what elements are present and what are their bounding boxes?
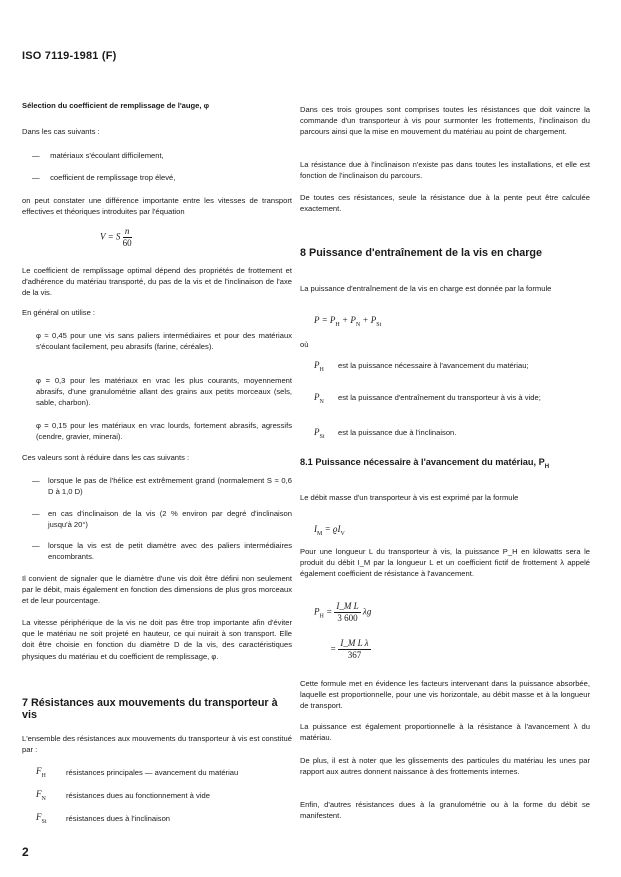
paragraph-general: En général on utilise :: [22, 308, 96, 317]
list-item: [22, 172, 292, 183]
paragraph-groupes: Dans ces trois groupes sont comprises toutes les résistances que doit vaincre la commande d'un transporteur à vis pour surmonter les frottements, l'inclinaison du parcours ainsi que la mise en mouvement du matériau au point de chargement.: [300, 105, 590, 137]
definition-pst-text: est la puissance due à l'inclinaison.: [338, 428, 457, 437]
equation-velocity: [100, 226, 132, 249]
equation-lhs: V = S: [100, 231, 121, 242]
list-item-text: matériaux s'écoulant difficilement,: [50, 151, 164, 160]
paragraph-ou: où: [300, 340, 309, 349]
paragraph-signaler: Il convient de signaler que le diamètre d'une vis doit être défini non seulement par le débit, mais également en fonction des dimensions de plus gros morceaux et de leur pourcentage.: [22, 574, 292, 606]
equation-fraction: $\frac{\text{I\_M L λ}}{367}$: [340, 638, 369, 660]
equation-ph-2: = $\frac{\text{I\_M L λ}}{367}$: [330, 638, 369, 660]
paragraph-puissance: La puissance d'entraînement de la vis en charge est donnée par la formule: [300, 284, 552, 293]
definition-pn-text: est la puissance d'entraînement du transporteur à vis à vide;: [338, 393, 541, 402]
list-item-text: lorsque la vis est de petit diamètre avec des paliers intermédiaires encombrants.: [48, 541, 292, 562]
symbol-ph: $P_H$: [314, 360, 324, 373]
list-item: [22, 150, 292, 161]
definition-ph-text: est la puissance nécessaire à l'avancement du matériau;: [338, 361, 529, 370]
resistance-fh-text: résistances principales — avancement du matériau: [66, 768, 239, 777]
list-dash: —: [32, 541, 40, 550]
paragraph-reduire: Ces valeurs sont à réduire dans les cas suivants :: [22, 453, 190, 462]
symbol-fh: $F_H$: [36, 766, 46, 779]
phi-value-2: φ = 0,3 pour les matériaux en vrac les plus courants, moyennement abrasifs, d'une granulométrie allant des grains aux petits morceaux (sels, sable, charbon).: [36, 376, 292, 408]
section-heading-7: 7 Résistances aux mouvements du transporteur à vis: [22, 697, 278, 721]
phi-value-3: φ = 0,15 pour les matériaux en vrac lourds, fortement abrasifs, agressifs (cendre, gravier, minerai).: [36, 421, 292, 442]
list-dash: —: [32, 151, 40, 160]
page-header: ISO 7119-1981 (F): [22, 50, 117, 62]
resistance-fst-text: résistances dues à l'inclinaison: [66, 814, 171, 823]
list-dash: —: [32, 173, 40, 182]
equation-denominator: 60: [122, 238, 132, 248]
resistance-fn-text: résistances dues au fonctionnement à vide: [66, 791, 210, 800]
equation-total-power: $P = P_H + P_N + P_{St}$: [314, 315, 382, 328]
symbol-fst: $F_{St}$: [36, 812, 47, 825]
paragraph-coefficient: Le coefficient de remplissage optimal dépend des propriétés de frottement et d'adhérence du matériau transporté, du pas de la vis et de l'inclinaison de l'axe de la vis.: [22, 266, 292, 298]
section-heading-8: 8 Puissance d'entraînement de la vis en charge: [300, 247, 542, 259]
page-number: 2: [22, 845, 29, 859]
section-title-selection: Sélection du coefficient de remplissage de l'auge, φ: [22, 101, 210, 110]
symbol-fn: $F_N$: [36, 789, 46, 802]
paragraph-debit: Le débit masse d'un transporteur à vis est exprimé par la formule: [300, 493, 519, 502]
list-dash: —: [32, 476, 40, 485]
list-item-text: en cas d'inclinaison de la vis (2 % environ par degré d'inclinaison jusqu'à 20°): [48, 509, 292, 530]
paragraph-glissements: De plus, il est à noter que les glissements des particules du matériau les unes par rapport aux autres donnent naissance à des frottements internes.: [300, 756, 590, 777]
paragraph-cas: Dans les cas suivants :: [22, 127, 100, 136]
equation-numerator: n: [123, 226, 132, 238]
paragraph-toutes: De toutes ces résistances, seule la résistance due à la pente peut être calculée exactement.: [300, 193, 590, 214]
resistance-fst: [36, 812, 292, 828]
equation-mass-flow: $I_M = ϱI_V$: [314, 524, 345, 537]
list-item-text: lorsque le pas de l'hélice est extrêmement grand (normalement S ≈ 0,6 D à 1,0 D): [48, 476, 292, 497]
equation-fraction: $\frac{\text{I\_M L}}{3 600}$: [336, 601, 359, 623]
paragraph-egalement: La puissance est également proportionnelle à la résistance à l'avancement λ du matériau.: [300, 722, 590, 743]
resistance-fn: [36, 789, 292, 805]
equation-fraction: [123, 226, 132, 249]
list-item-text: coefficient de remplissage trop élevé,: [50, 173, 176, 182]
paragraph-vitesse: La vitesse périphérique de la vis ne doit pas être trop importante afin d'éviter que le matériau ne soit projeté en hauteur, ce qui nuirait à son transport. Elle doit être choisie en fonction du diamètre D de la vis, des caractéristiques physiques du matériau et du coefficient de remplissage, φ.: [22, 618, 292, 661]
list-dash: —: [32, 509, 40, 518]
symbol-pst: $P_{St}$: [314, 427, 325, 440]
subsection-heading-8-1: 8.1 Puissance nécessaire à l'avancement du matériau, $P_H$: [300, 457, 550, 470]
symbol-pn: $P_N$: [314, 392, 324, 405]
paragraph-enfin: Enfin, d'autres résistances dues à la granulométrie ou à la forme du débit se manifestent.: [300, 800, 590, 821]
paragraph-cette: Cette formule met en évidence les facteurs intervenant dans la puissance absorbée, laquelle est proportionnelle, pour une vis horizontale, au débit masse et à la longueur de transport.: [300, 679, 590, 711]
equation-ph-1: $P_H$ = $\frac{\text{I\_M L}}{3 600}$ λg: [314, 601, 372, 623]
paragraph-constater: on peut constater une différence importante entre les vitesses de transport effectives et théoriques introduites par l'équation: [22, 196, 292, 217]
paragraph-ensemble: L'ensemble des résistances aux mouvements du transporteur à vis est constitué par :: [22, 734, 292, 755]
phi-value-1: φ ≈ 0,45 pour une vis sans paliers intermédiaires et pour des matériaux s'écoulant facilement, peu abrasifs (farine, céréales).: [36, 331, 292, 352]
paragraph-inclinaison: La résistance due à l'inclinaison n'existe pas dans toutes les installations, et elle est fonction de l'inclinaison du parcours.: [300, 160, 590, 181]
resistance-fh: [36, 766, 292, 782]
paragraph-longueur: Pour une longueur L du transporteur à vis, la puissance P_H en kilowatts sera le produit du débit I_M par la longueur L et un coefficient fictif de frottement λ appelé également coefficient de résistance à l'avancement.: [300, 547, 590, 579]
